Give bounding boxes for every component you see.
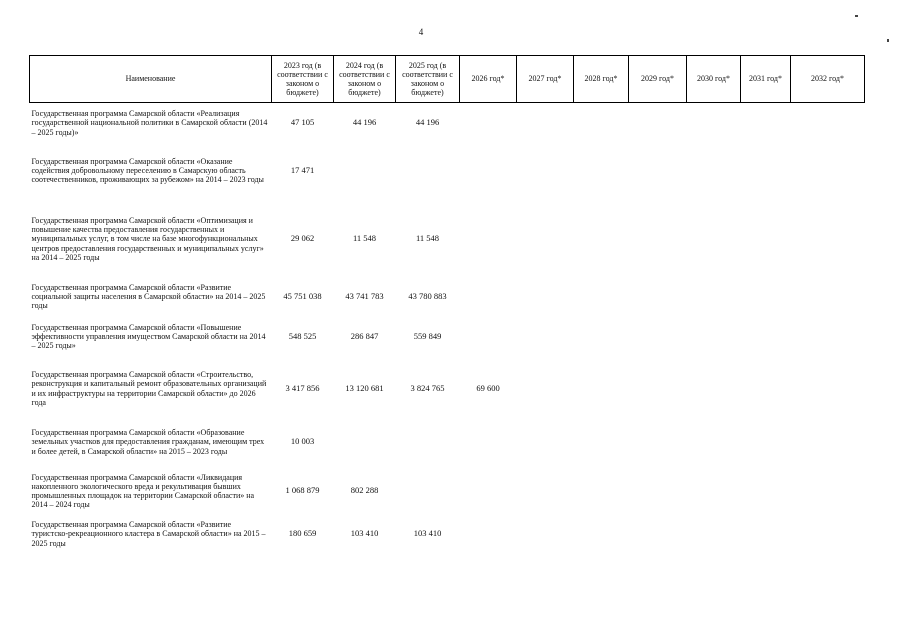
value-2024 <box>334 143 396 198</box>
header-2028: 2028 год* <box>574 56 629 103</box>
table-row <box>30 417 865 467</box>
header-2027: 2027 год* <box>517 56 574 103</box>
value-2024: 802 288 <box>350 485 379 496</box>
value-2026 <box>460 417 517 467</box>
value-2023: 45 751 038 <box>283 290 322 301</box>
table-header-row <box>30 56 865 103</box>
value-2026 <box>460 280 517 313</box>
table-row <box>30 360 865 417</box>
value-2026 <box>460 143 517 198</box>
program-name: Государственная программа Самарской области «Оказание содействия добровольному переселению в Самарскую область соотечественников, проживающих за рубежом» на 2014 – 2023 годы <box>31 156 264 185</box>
value-2026 <box>460 515 517 553</box>
value-2026 <box>460 467 517 515</box>
value-2026 <box>460 313 517 360</box>
table-row <box>30 467 865 515</box>
value-2023: 548 525 <box>288 330 317 341</box>
value-2025 <box>396 467 460 515</box>
program-name: Государственная программа Самарской области «Ликвидация накопленного экологического вреда и рекультивация бывших промышленных площадок на территории Самарской области» на 2014 – 2024 годы <box>31 472 255 510</box>
header-2030: 2030 год* <box>687 56 741 103</box>
value-2026: 69 600 <box>476 382 500 393</box>
value-2023: 180 659 <box>288 528 317 539</box>
program-name: Государственная программа Самарской области «Реализация государственной национальной политики в Самарской области (2014 – 2025 годы)» <box>31 109 268 137</box>
value-2026 <box>460 198 517 280</box>
value-2024 <box>334 417 396 467</box>
header-2026: 2026 год* <box>460 56 517 103</box>
value-2026 <box>460 103 517 144</box>
header-2025: 2025 год (в соответствии с законом о бюджете) <box>396 56 460 103</box>
program-name: Государственная программа Самарской области «Повышение эффективности управления имуществом Самарской области на 2014 – 2025 годы» <box>31 322 266 351</box>
table-row <box>30 515 865 553</box>
value-2024: 44 196 <box>352 117 377 128</box>
value-2023: 1 068 879 <box>285 485 320 496</box>
header-2023: 2023 год (в соответствии с законом о бюджете) <box>272 56 334 103</box>
program-name: Государственная программа Самарской области «Развитие туристско-рекреационного кластера в Самарской области» на 2015 – 2025 годы <box>31 520 266 548</box>
scan-speck <box>887 39 889 42</box>
header-2031: 2031 год* <box>741 56 791 103</box>
value-2025: 3 824 765 <box>410 382 445 393</box>
header-name: Наименование <box>30 56 272 103</box>
program-name: Государственная программа Самарской области «Оптимизация и повышение качества предоставления государственных и муниципальных услуг, в том числе на базе многофункциональных центров предоставления государственных и муниципальных услуг» на 2014 – 2025 годы <box>31 216 264 262</box>
program-name: Государственная программа Самарской области «Развитие социальной защиты населения в Самарской области» на 2014 – 2025 годы <box>31 282 266 311</box>
value-2023: 3 417 856 <box>285 382 320 393</box>
table-row <box>30 313 865 360</box>
value-2023: 29 062 <box>290 233 315 244</box>
value-2025: 11 548 <box>415 233 440 244</box>
budget-table <box>29 55 864 553</box>
header-2024: 2024 год (в соответствии с законом о бюджете) <box>334 56 396 103</box>
header-2029: 2029 год* <box>629 56 687 103</box>
table-row <box>30 143 865 198</box>
program-name: Государственная программа Самарской области «Образование земельных участков для предоставления гражданам, имеющим трех и более детей, в Самарской области» на 2015 – 2023 годы <box>31 428 265 456</box>
value-2024: 13 120 681 <box>345 382 384 393</box>
value-2025: 559 849 <box>413 330 442 341</box>
value-2025: 44 196 <box>415 117 440 128</box>
header-2032: 2032 год* <box>791 56 865 103</box>
value-2023: 17 471 <box>290 164 315 175</box>
value-2025 <box>396 417 460 467</box>
scan-speck <box>855 15 858 17</box>
value-2025: 103 410 <box>413 528 442 539</box>
value-2023: 47 105 <box>290 117 315 128</box>
value-2024: 11 548 <box>352 233 377 244</box>
value-2024: 103 410 <box>350 528 379 539</box>
value-2025: 43 780 883 <box>408 290 447 301</box>
table-row <box>30 103 865 144</box>
page-number: 4 <box>418 27 424 37</box>
table-row <box>30 198 865 280</box>
value-2024: 43 741 783 <box>345 290 384 301</box>
value-2024: 286 847 <box>350 330 379 341</box>
table-row <box>30 280 865 313</box>
value-2023: 10 003 <box>290 436 315 447</box>
program-name: Государственная программа Самарской области «Строительство, реконструкция и капитальный ремонт образовательных организаций и их инфраструктуры на территории Самарской области» до 2026 года <box>31 370 267 407</box>
value-2025 <box>396 143 460 198</box>
